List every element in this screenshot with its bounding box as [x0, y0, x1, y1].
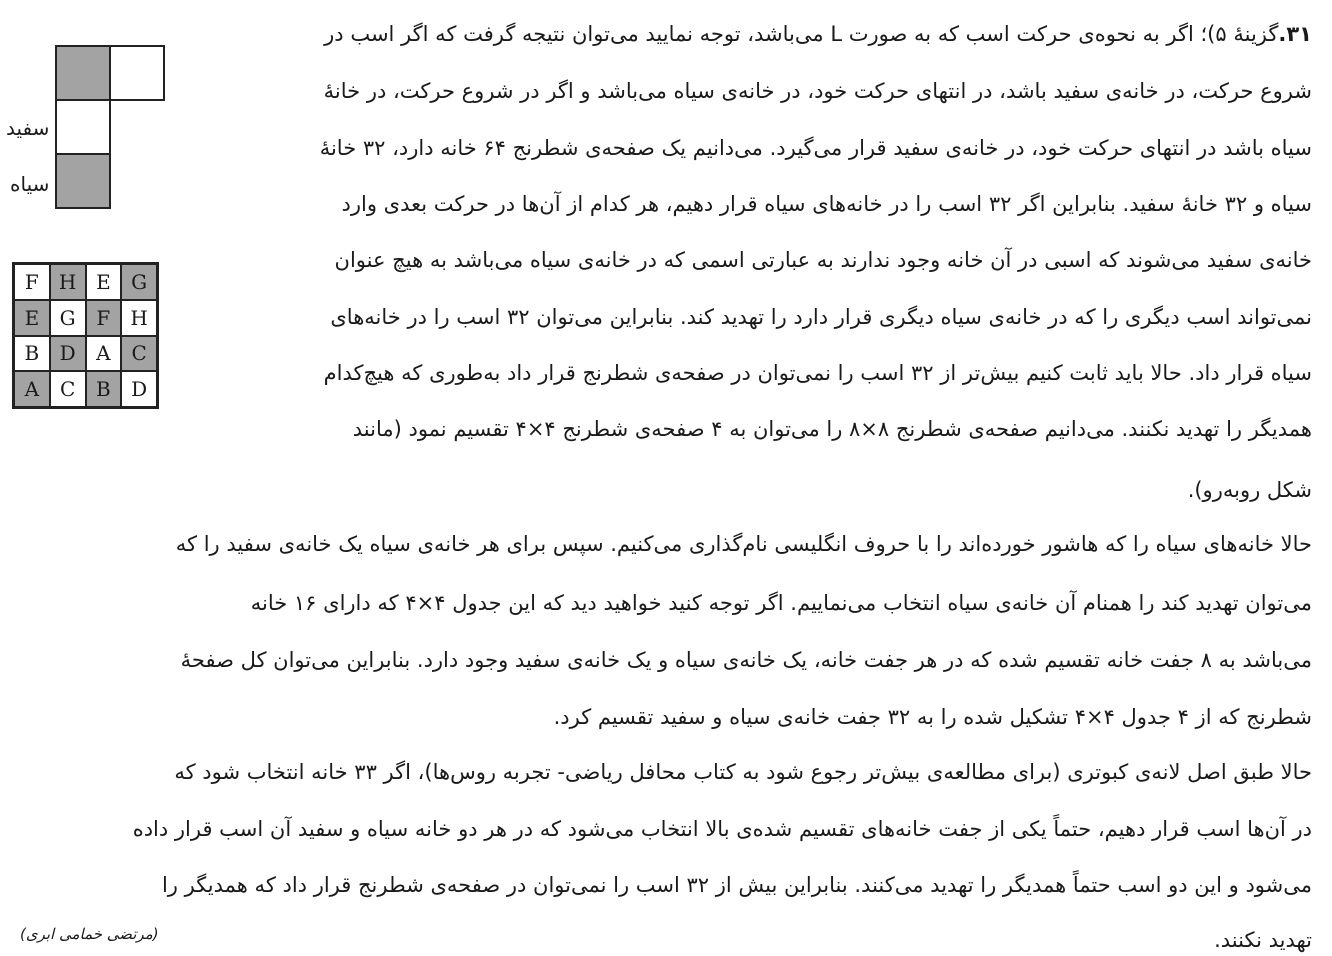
paragraph1-line: شکل روبه‌رو).	[1187, 478, 1312, 502]
paragraph3-line: می‌شود و این دو اسب حتماً همدیگر را تهدید می‌کنند. بنابراین بیش از ۳۲ اسب را نمی‌توان در صفحه‌ی شطرنج قرار داد که همدیگر را	[161, 873, 1312, 897]
paragraph1-line: خانه‌ی سفید می‌شوند که اسبی در آن خانه وجود ندارند به عبارتی اسمی که در خانه‌ی سیاه می‌باشد به هیچ عنوان	[334, 248, 1312, 272]
grid-cell: C	[121, 336, 157, 372]
knight-move-square-top-right	[109, 45, 165, 101]
grid-cell: E	[14, 300, 50, 336]
knight-move-square-black	[55, 153, 111, 209]
paragraph2-line: می‌توان تهدید کند را همنام آن خانه‌ی سیاه انتخاب می‌نماییم. اگر توجه کنید خواهید دید که این جدول ۴×۴ که دارای ۱۶ خانه	[250, 591, 1312, 615]
paragraph2-line: شطرنج که از ۴ جدول ۴×۴ تشکیل شده را به ۳۲ جفت خانه‌ی سیاه و سفید تقسیم کرد.	[553, 705, 1312, 729]
knight-move-square-top-left	[55, 45, 111, 101]
grid-cell: H	[121, 300, 157, 336]
figure-label-white: سفید	[6, 116, 50, 140]
lettered-4x4-grid	[12, 262, 159, 409]
paragraph1-line: سیاه قرار داد. حالا باید ثابت کنیم بیش‌تر از ۳۲ اسب را نمی‌توان در صفحه‌ی شطرنج قرار داد به‌طوری که هیچ‌کدام	[323, 361, 1312, 385]
paragraph1-line: نمی‌تواند اسب دیگری را که در خانه‌ی سیاه دیگری قرار دارد را تهدید کند. بنابراین می‌توان ۳۲ اسب را در خانه‌های	[330, 305, 1312, 329]
grid-cell: B	[14, 336, 50, 372]
paragraph1-line-text: گزینهٔ ۵)؛ اگر به نحوه‌ی حرکت اسب که به صورت L می‌باشد، توجه نمایید می‌توان نتیجه گرفت که اگر اسب در	[324, 22, 1279, 46]
paragraph1-line: سیاه و ۳۲ خانهٔ سفید. بنابراین اگر ۳۲ اسب را در خانه‌های سیاه قرار دهیم، هر کدام از آن‌ها در حرکت بعدی وارد	[341, 192, 1312, 216]
paragraph1-line: شروع حرکت، در خانه‌ی سفید باشد، در انتهای حرکت خود، در خانه‌ی سیاه می‌باشد و اگر در شروع حرکت، در خانهٔ	[323, 79, 1312, 103]
paragraph3-line: تهدید نکنند.	[1214, 928, 1312, 952]
grid-cell: D	[121, 371, 157, 407]
grid-cell: F	[86, 300, 122, 336]
paragraph1-line	[324, 19, 1312, 49]
grid-cell: G	[121, 264, 157, 300]
grid-cell: C	[50, 371, 86, 407]
paragraph2-line: می‌باشد به ۸ جفت خانه تقسیم شده که در هر جفت خانه، یک خانه‌ی سیاه و یک خانه‌ی سفید وجود دارد. بنابراین می‌توان کل صفحهٔ	[180, 648, 1312, 672]
grid-cell: B	[86, 371, 122, 407]
grid-cell: A	[14, 371, 50, 407]
grid-cell: G	[50, 300, 86, 336]
figure-label-black: سیاه	[10, 172, 50, 196]
grid-cell: E	[86, 264, 122, 300]
knight-move-square-white	[55, 99, 111, 155]
paragraph3-line: حالا طبق اصل لانه‌ی کبوتری (برای مطالعه‌ی بیش‌تر رجوع شود به کتاب محافل ریاضی- تجربه روس‌ها)، اگر ۳۳ خانه انتخاب شود که	[174, 760, 1312, 784]
paragraph1-line: همدیگر را تهدید نکنند. می‌دانیم صفحه‌ی شطرنج ۸×۸ را می‌توان به ۴ صفحه‌ی شطرنج ۴×۴ تقسیم نمود (مانند	[352, 417, 1312, 441]
paragraph3-line: در آن‌ها اسب قرار دهیم، حتماً یکی از جفت خانه‌های تقسیم شده‌ی بالا انتخاب می‌شود که در هر دو خانه سیاه و سفید آن اسب قرار داده	[132, 817, 1312, 841]
paragraph1-line: سیاه باشد در انتهای حرکت خود، در خانه‌ی سفید قرار می‌گیرد. می‌دانیم یک صفحه‌ی شطرنج ۶۴ خانه دارد، ۳۲ خانهٔ	[319, 136, 1312, 160]
grid-cell: D	[50, 336, 86, 372]
problem-number: ۳۱.	[1278, 22, 1312, 46]
grid-cell: A	[86, 336, 122, 372]
grid-cell: F	[14, 264, 50, 300]
author-credit: (مرتضی خمامی ابری)	[20, 925, 159, 943]
paragraph2-line: حالا خانه‌های سیاه را که هاشور خورده‌اند را با حروف انگلیسی نام‌گذاری می‌کنیم. سپس برای هر خانه‌ی سیاه یک خانه‌ی سفید را که	[175, 532, 1312, 556]
grid-cell: H	[50, 264, 86, 300]
